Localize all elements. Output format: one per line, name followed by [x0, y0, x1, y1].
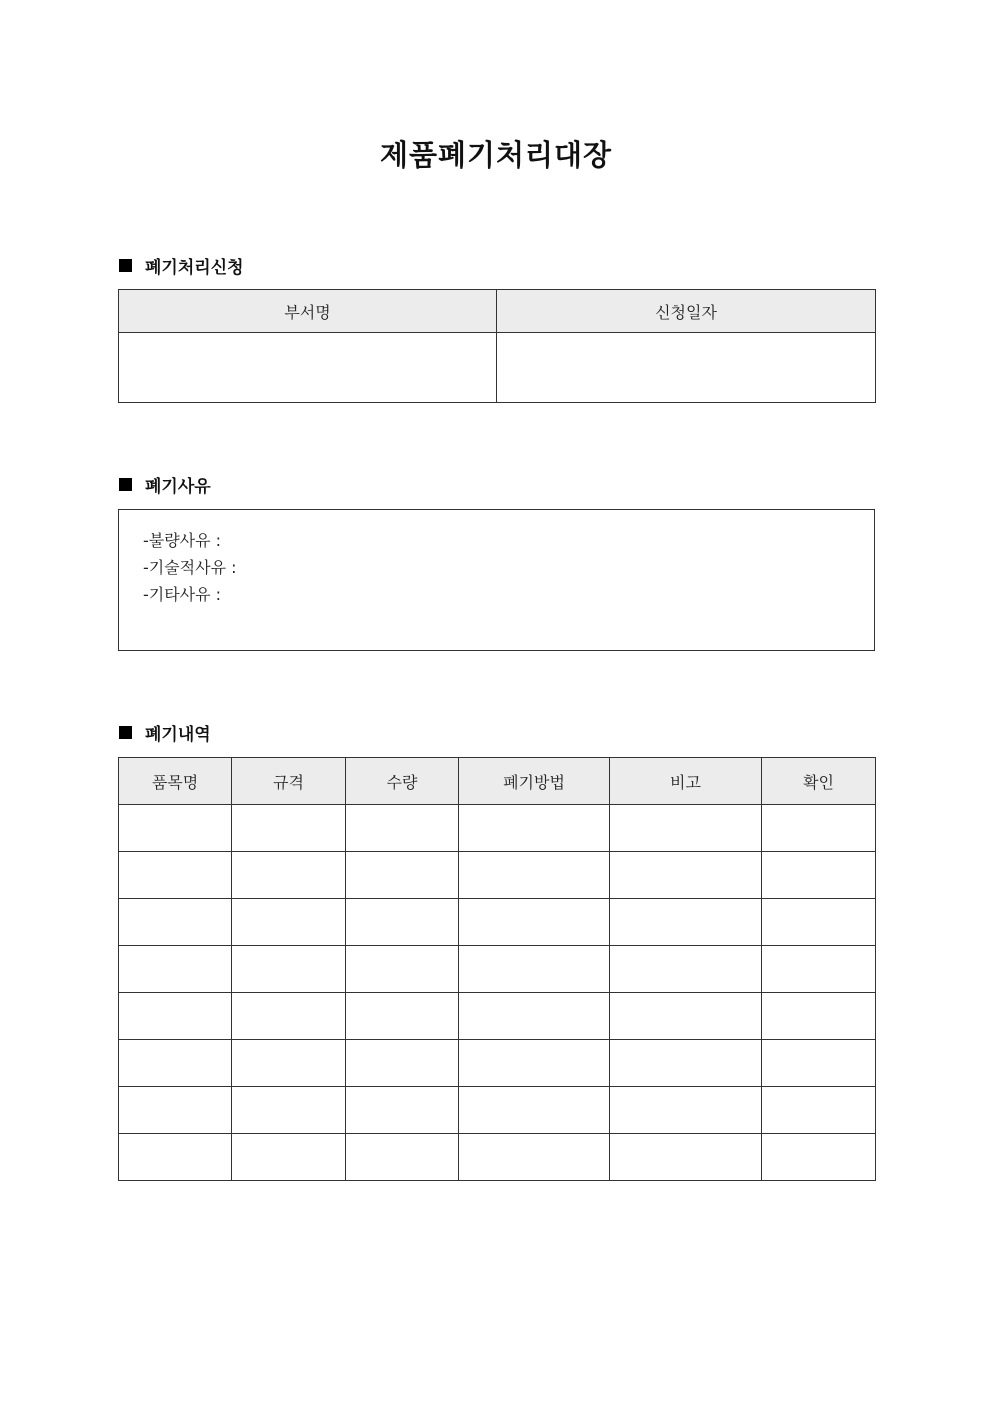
remarks-cell[interactable]	[610, 993, 762, 1040]
square-bullet-icon	[119, 726, 132, 739]
specification-cell[interactable]	[232, 1087, 346, 1134]
table-row	[119, 899, 876, 946]
square-bullet-icon	[119, 259, 132, 272]
quantity-cell[interactable]	[346, 1134, 459, 1181]
specification-cell[interactable]	[232, 1134, 346, 1181]
table-row	[119, 946, 876, 993]
details-section-title: 폐기내역	[145, 724, 211, 745]
other-reason-label: -기타사유 :	[143, 585, 222, 604]
specification-cell[interactable]	[232, 852, 346, 899]
confirmation-cell[interactable]	[762, 1087, 876, 1134]
quantity-cell[interactable]	[346, 946, 459, 993]
item-name-cell[interactable]	[119, 1087, 232, 1134]
disposal-method-cell[interactable]	[459, 805, 610, 852]
confirmation-cell[interactable]	[762, 1040, 876, 1087]
remarks-cell[interactable]	[610, 1040, 762, 1087]
table-row	[119, 1087, 876, 1134]
header-item-name: 품목명	[119, 758, 232, 805]
quantity-cell[interactable]	[346, 1087, 459, 1134]
request-table	[118, 289, 876, 403]
details-section-heading	[119, 720, 211, 744]
reason-section-title: 폐기사유	[145, 476, 211, 497]
remarks-cell[interactable]	[610, 899, 762, 946]
item-name-cell[interactable]	[119, 993, 232, 1040]
item-name-cell[interactable]	[119, 899, 232, 946]
disposal-method-cell[interactable]	[459, 1134, 610, 1181]
department-name-field[interactable]	[119, 333, 497, 403]
header-quantity: 수량	[346, 758, 459, 805]
quantity-cell[interactable]	[346, 805, 459, 852]
item-name-cell[interactable]	[119, 1134, 232, 1181]
details-table-body	[119, 805, 876, 1181]
remarks-cell[interactable]	[610, 852, 762, 899]
header-confirmation: 확인	[762, 758, 876, 805]
document-title: 제품폐기처리대장	[379, 138, 613, 172]
confirmation-cell[interactable]	[762, 805, 876, 852]
specification-cell[interactable]	[232, 805, 346, 852]
table-row	[119, 852, 876, 899]
defect-reason-label: -불량사유 :	[143, 531, 222, 550]
request-date-field[interactable]	[497, 333, 876, 403]
item-name-cell[interactable]	[119, 805, 232, 852]
remarks-cell[interactable]	[610, 1087, 762, 1134]
header-remarks: 비고	[610, 758, 762, 805]
confirmation-cell[interactable]	[762, 946, 876, 993]
confirmation-cell[interactable]	[762, 993, 876, 1040]
specification-cell[interactable]	[232, 1040, 346, 1087]
reason-section-heading	[119, 472, 211, 496]
disposal-method-cell[interactable]	[459, 852, 610, 899]
disposal-method-cell[interactable]	[459, 1040, 610, 1087]
item-name-cell[interactable]	[119, 1040, 232, 1087]
reason-box[interactable]	[118, 509, 875, 651]
header-disposal-method: 폐기방법	[459, 758, 610, 805]
quantity-cell[interactable]	[346, 852, 459, 899]
quantity-cell[interactable]	[346, 899, 459, 946]
specification-cell[interactable]	[232, 993, 346, 1040]
header-request-date: 신청일자	[497, 290, 876, 333]
remarks-cell[interactable]	[610, 805, 762, 852]
disposal-method-cell[interactable]	[459, 899, 610, 946]
request-section-title: 폐기처리신청	[145, 257, 244, 278]
square-bullet-icon	[119, 478, 132, 491]
quantity-cell[interactable]	[346, 1040, 459, 1087]
remarks-cell[interactable]	[610, 1134, 762, 1181]
disposal-method-cell[interactable]	[459, 1087, 610, 1134]
disposal-method-cell[interactable]	[459, 946, 610, 993]
table-row	[119, 805, 876, 852]
header-department-name: 부서명	[119, 290, 497, 333]
header-specification: 규격	[232, 758, 346, 805]
confirmation-cell[interactable]	[762, 852, 876, 899]
specification-cell[interactable]	[232, 899, 346, 946]
technical-reason-label: -기술적사유 :	[143, 558, 237, 577]
item-name-cell[interactable]	[119, 946, 232, 993]
confirmation-cell[interactable]	[762, 899, 876, 946]
request-section-heading	[119, 253, 244, 277]
specification-cell[interactable]	[232, 946, 346, 993]
details-table	[118, 757, 876, 1181]
table-row	[119, 1134, 876, 1181]
remarks-cell[interactable]	[610, 946, 762, 993]
table-row	[119, 1040, 876, 1087]
table-row	[119, 993, 876, 1040]
disposal-method-cell[interactable]	[459, 993, 610, 1040]
item-name-cell[interactable]	[119, 852, 232, 899]
confirmation-cell[interactable]	[762, 1134, 876, 1181]
quantity-cell[interactable]	[346, 993, 459, 1040]
